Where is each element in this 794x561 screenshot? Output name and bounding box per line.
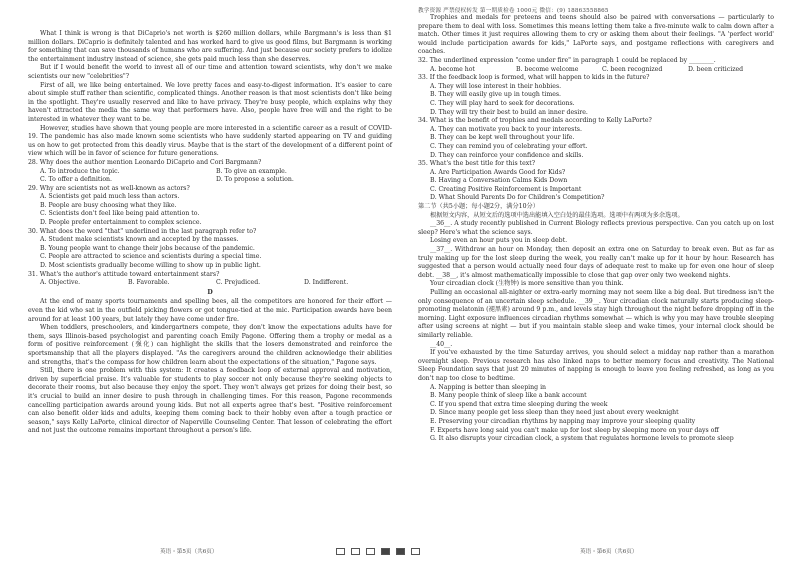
- passage-paragraph: At the end of many sports tournaments and spelling bees, all the competitors are honored for their effort — even the kid who sat in the outfield picking flowers or got tongue-tied at the mic. Participation awards have been around for at least 100 years, but lately they have come under fire.: [28, 298, 392, 323]
- option: B. To give an example.: [216, 167, 287, 175]
- option: C. Creating Positive Reinforcement is Important: [430, 185, 582, 193]
- option: C. People are attracted to science and scientists during a special time.: [40, 253, 262, 261]
- passage-subheading: Losing even an hour puts you in sleep debt.: [430, 237, 568, 245]
- passage-paragraph: __37__. Withdraw an hour on Monday, then deposit an extra one on Saturday to break even. But as far as truly making up for the lost sleep during the week, you really can't make up for it hour by hour. Research has suggested that a person would actually need four days of adequate rest to make up for even one hour of sleep debt. __38__, it's almost mathematically impossible to close that gap over only two weekend nights.: [418, 246, 774, 279]
- option: D. Indifferent.: [304, 279, 349, 287]
- option: C. To offer a definition.: [40, 176, 113, 184]
- registration-mark: [336, 548, 345, 555]
- option: D. They will try their best to build an inner desire.: [430, 108, 588, 116]
- option: C. They can remind you of celebrating your effort.: [430, 142, 588, 150]
- option: D. People prefer entertainment to complex science.: [40, 219, 202, 227]
- choice: B. Many people think of sleep like a bank account: [430, 392, 587, 400]
- option: A. Are Participation Awards Good for Kids?: [430, 168, 566, 176]
- option: D. To propose a solution.: [216, 176, 294, 184]
- section-2-title: 第二节（共5小题；每小题2分，满分10分）: [418, 203, 539, 211]
- question-29-stem: 29. Why are scientists not as well-known as actors?: [28, 184, 190, 192]
- option: C. Scientists don't feel like being paid attention to.: [40, 210, 200, 218]
- question-30-stem: 30. What does the word "that" underlined in the last paragraph refer to?: [28, 227, 257, 235]
- option: A. Student make scientists known and accepted by the masses.: [40, 236, 239, 244]
- intro-paragraph: What I think is wrong is that DiCaprio's net worth is $260 million dollars, while Bargmann's is less than $1 million dollars. DiCaprio is definitely talented and has worked hard to give us good films, but Bargmann is working for something that can save thousands of humans who are suffering. And just because our society prefers to idolize the entertainment industry instead of science, she gets paid much less than she deserves.: [28, 30, 392, 63]
- intro-paragraph: However, studies have shown that young people are more interested in a scientific career as a result of COVID-19. The pandemic has also made known some scientists who have suddenly started appearing on TV and guiding us on how to get protected from this deadly virus. Maybe that is the start of the development of a different point of view which will be in favor of science for future generations.: [28, 124, 392, 158]
- page-footer-right: 英语・第6页（共6页）: [580, 549, 638, 555]
- option: B. Young people want to change their jobs because of the pandemic.: [40, 244, 255, 252]
- passage-paragraph: Pulling an occasional all-nighter or extra-early morning may not seem like a big deal. But tiredness isn't the only consequence of an uncertain sleep schedule. __39__. Your circadian clock naturally starts producing sleep-promoting melatonin (褪黑素) around 9 p.m., and levels stay high throughout the night before dropping off in the morning. Light exposure influences circadian rhythms somewhat — which is why you may have trouble sleeping after using screens at night — but if you maintain stable sleep and wake times, your internal clock should be similarly reliable.: [418, 289, 774, 339]
- option: D. They can reinforce your confidence and skills.: [430, 151, 584, 159]
- option: B. Favorable.: [128, 279, 170, 287]
- page-header: 教学资源 严禁侵权转发 第一期质检卷 1000元 微信：(9) 18863558865: [418, 8, 609, 14]
- option: A. They can motivate you back to your interests.: [430, 125, 582, 133]
- passage-subheading: Your circadian clock (生物钟) is more sensitive than you think.: [430, 280, 624, 288]
- question-32-stem: 32. The underlined expression "come under fire" in paragraph 1 could be replaced by ________.: [418, 56, 716, 64]
- option: C. Prejudiced.: [216, 279, 261, 287]
- choice: E. Preserving your circadian rhythms by napping may improve your sleeping quality: [430, 417, 696, 425]
- option: B. They can be kept well throughout your life.: [430, 134, 575, 142]
- passage-paragraph: Trophies and medals for preteens and teens should also be paired with conversations — particularly to prepare them to deal with loss. Sometimes this means letting them take a five-minute walk to calm down after a match. Other times it just requires allowing them to cry or asking them about their feelings. "A 'perfect world' would include participation awards for kids," LaPorte says, and postgame reflections with caregivers and coaches.: [418, 14, 774, 56]
- registration-mark: [381, 548, 390, 555]
- choice: D. Since many people get less sleep than they need just about every weeknight: [430, 409, 679, 417]
- left-column: [28, 30, 392, 436]
- passage-paragraph: When toddlers, preschoolers, and kindergartners compete, they don't know the expectations adults have for them, says Illinois-based psychologist and parenting coach Emily Pagone. Offering them a trophy or medal as a form of positive reinforcement (强化) can highlight the skills that the losers demonstrated and reinforce the sportsmanship that all the players displayed. "As the caregivers around the children acknowledge their abilities and strengths, that's the compass for how children learn about the expectations of the situation," Pagone says.: [28, 324, 392, 366]
- option: C. They will play hard to seek for decorations.: [430, 99, 575, 107]
- registration-mark: [351, 548, 360, 555]
- option: A. To introduce the topic.: [40, 167, 120, 175]
- option: B. Having a Conversation Calms Kids Down: [430, 177, 568, 185]
- passage-paragraph: __36__. A study recently published in Current Biology reflects previous perspective. Can you catch up on lost sleep? Here's what the science says.: [418, 220, 774, 236]
- question-35-stem: 35. What's the best title for this text?: [418, 160, 536, 168]
- page-marks: [336, 548, 420, 555]
- passage-paragraph: If you've exhausted by the time Saturday arrives, you should select a midday nap rather than a marathon overnight sleep. Previous research has also linked naps to better memory focus and creativity. The National Sleep Foundation says that just 20 minutes of napping is enough to leave you feeling refreshed, as long as you don't nap too close to bedtime.: [418, 349, 774, 382]
- option: B. People are busy choosing what they like.: [40, 201, 177, 209]
- registration-mark: [411, 548, 420, 555]
- right-column: [418, 14, 774, 444]
- section-2-instruction: 根据短文内容，从短文后的选项中选出能填入空白处的最佳选项。选项中有两项为多余选项。: [430, 211, 684, 219]
- choice: F. Experts have long said you can't make up for lost sleep by sleeping more on your days off: [430, 426, 719, 434]
- column-divider: [402, 8, 403, 547]
- choice: A. Napping is better than sleeping in: [430, 383, 547, 391]
- question-33-stem: 33. If the feedback loop is formed, what will happen to kids in the future?: [418, 74, 650, 82]
- option: A. They will lose interest in their hobbies.: [430, 82, 562, 90]
- question-28-options: [28, 176, 392, 185]
- question-34-stem: 34. What is the benefit of trophies and medals according to Kelly LaPorte?: [418, 117, 652, 125]
- option: A. become hot: [430, 65, 475, 73]
- passage-subheading: __40__.: [430, 340, 453, 348]
- option: D. Most scientists gradually become willing to show up in public light.: [40, 262, 261, 270]
- option: D. What Should Parents Do for Children's Competition?: [430, 194, 605, 202]
- registration-mark: [366, 548, 375, 555]
- question-31-stem: 31. What's the author's attitude toward entertainment stars?: [28, 270, 220, 278]
- choice: C. If you spend that extra time sleeping during the week: [430, 400, 608, 408]
- passage-paragraph: Still, there is one problem with this system: It creates a feedback loop of external approval and motivation, driven by superficial praise. It's valuable for students to play soccer not only because they're seeking objects to decorate their rooms, but also because they enjoy the sport. They won't always get prizes for doing their best, so it's crucial to build an inner desire to push through in challenging times. For this reason, Pagone recommends cancelling participation awards around young kids. But not all experts agree that's best. "Positive reinforcement can also benefit older kids and adults, keeping them coming back to their hobby even after a tough practice or season," says Kelly LaPorte, clinical director of Naperville Counseling Center. That lesson of celebrating the effort and not just the outcome remains important throughout a person's life.: [28, 367, 392, 435]
- passage-d-heading: D: [207, 288, 213, 296]
- question-28-stem: 28. Why does the author mention Leonardo DiCaprio and Cori Bargmann?: [28, 158, 262, 166]
- option: D. been criticized: [688, 65, 744, 73]
- question-28-options: [28, 168, 392, 177]
- option: A. Objective.: [40, 279, 81, 287]
- question-31-options: [28, 279, 392, 288]
- question-32-options: [418, 66, 774, 75]
- choice: G. It also disrupts your circadian clock, a system that regulates hormone levels to promote sleep: [430, 435, 734, 443]
- option: A. Scientists get paid much less than actors.: [40, 193, 180, 201]
- option: B. They will easily give up in tough times.: [430, 91, 562, 99]
- registration-mark: [396, 548, 405, 555]
- option: C. been recognized: [602, 65, 663, 73]
- intro-paragraph: First of all, we like being entertained. We love pretty faces and easy-to-digest information. It's easier to care about simple stuff rather than scientific, complicated things. Another reason is that most scientists don't like being in the spotlight. They're usually reserved and like to have privacy. They're busy people, which explains why they haven't attracted the media the same way that performers have. Also, people have free will and the right to be interested in whatever they want to be.: [28, 81, 392, 123]
- page-footer-left: 英语・第5页（共6页）: [160, 549, 218, 555]
- option: B. become welcome: [516, 65, 579, 73]
- intro-paragraph: But if I would benefit the world to invest all of our time and attention toward scientists, why don't we make scientists our new "celebrities"?: [28, 64, 392, 80]
